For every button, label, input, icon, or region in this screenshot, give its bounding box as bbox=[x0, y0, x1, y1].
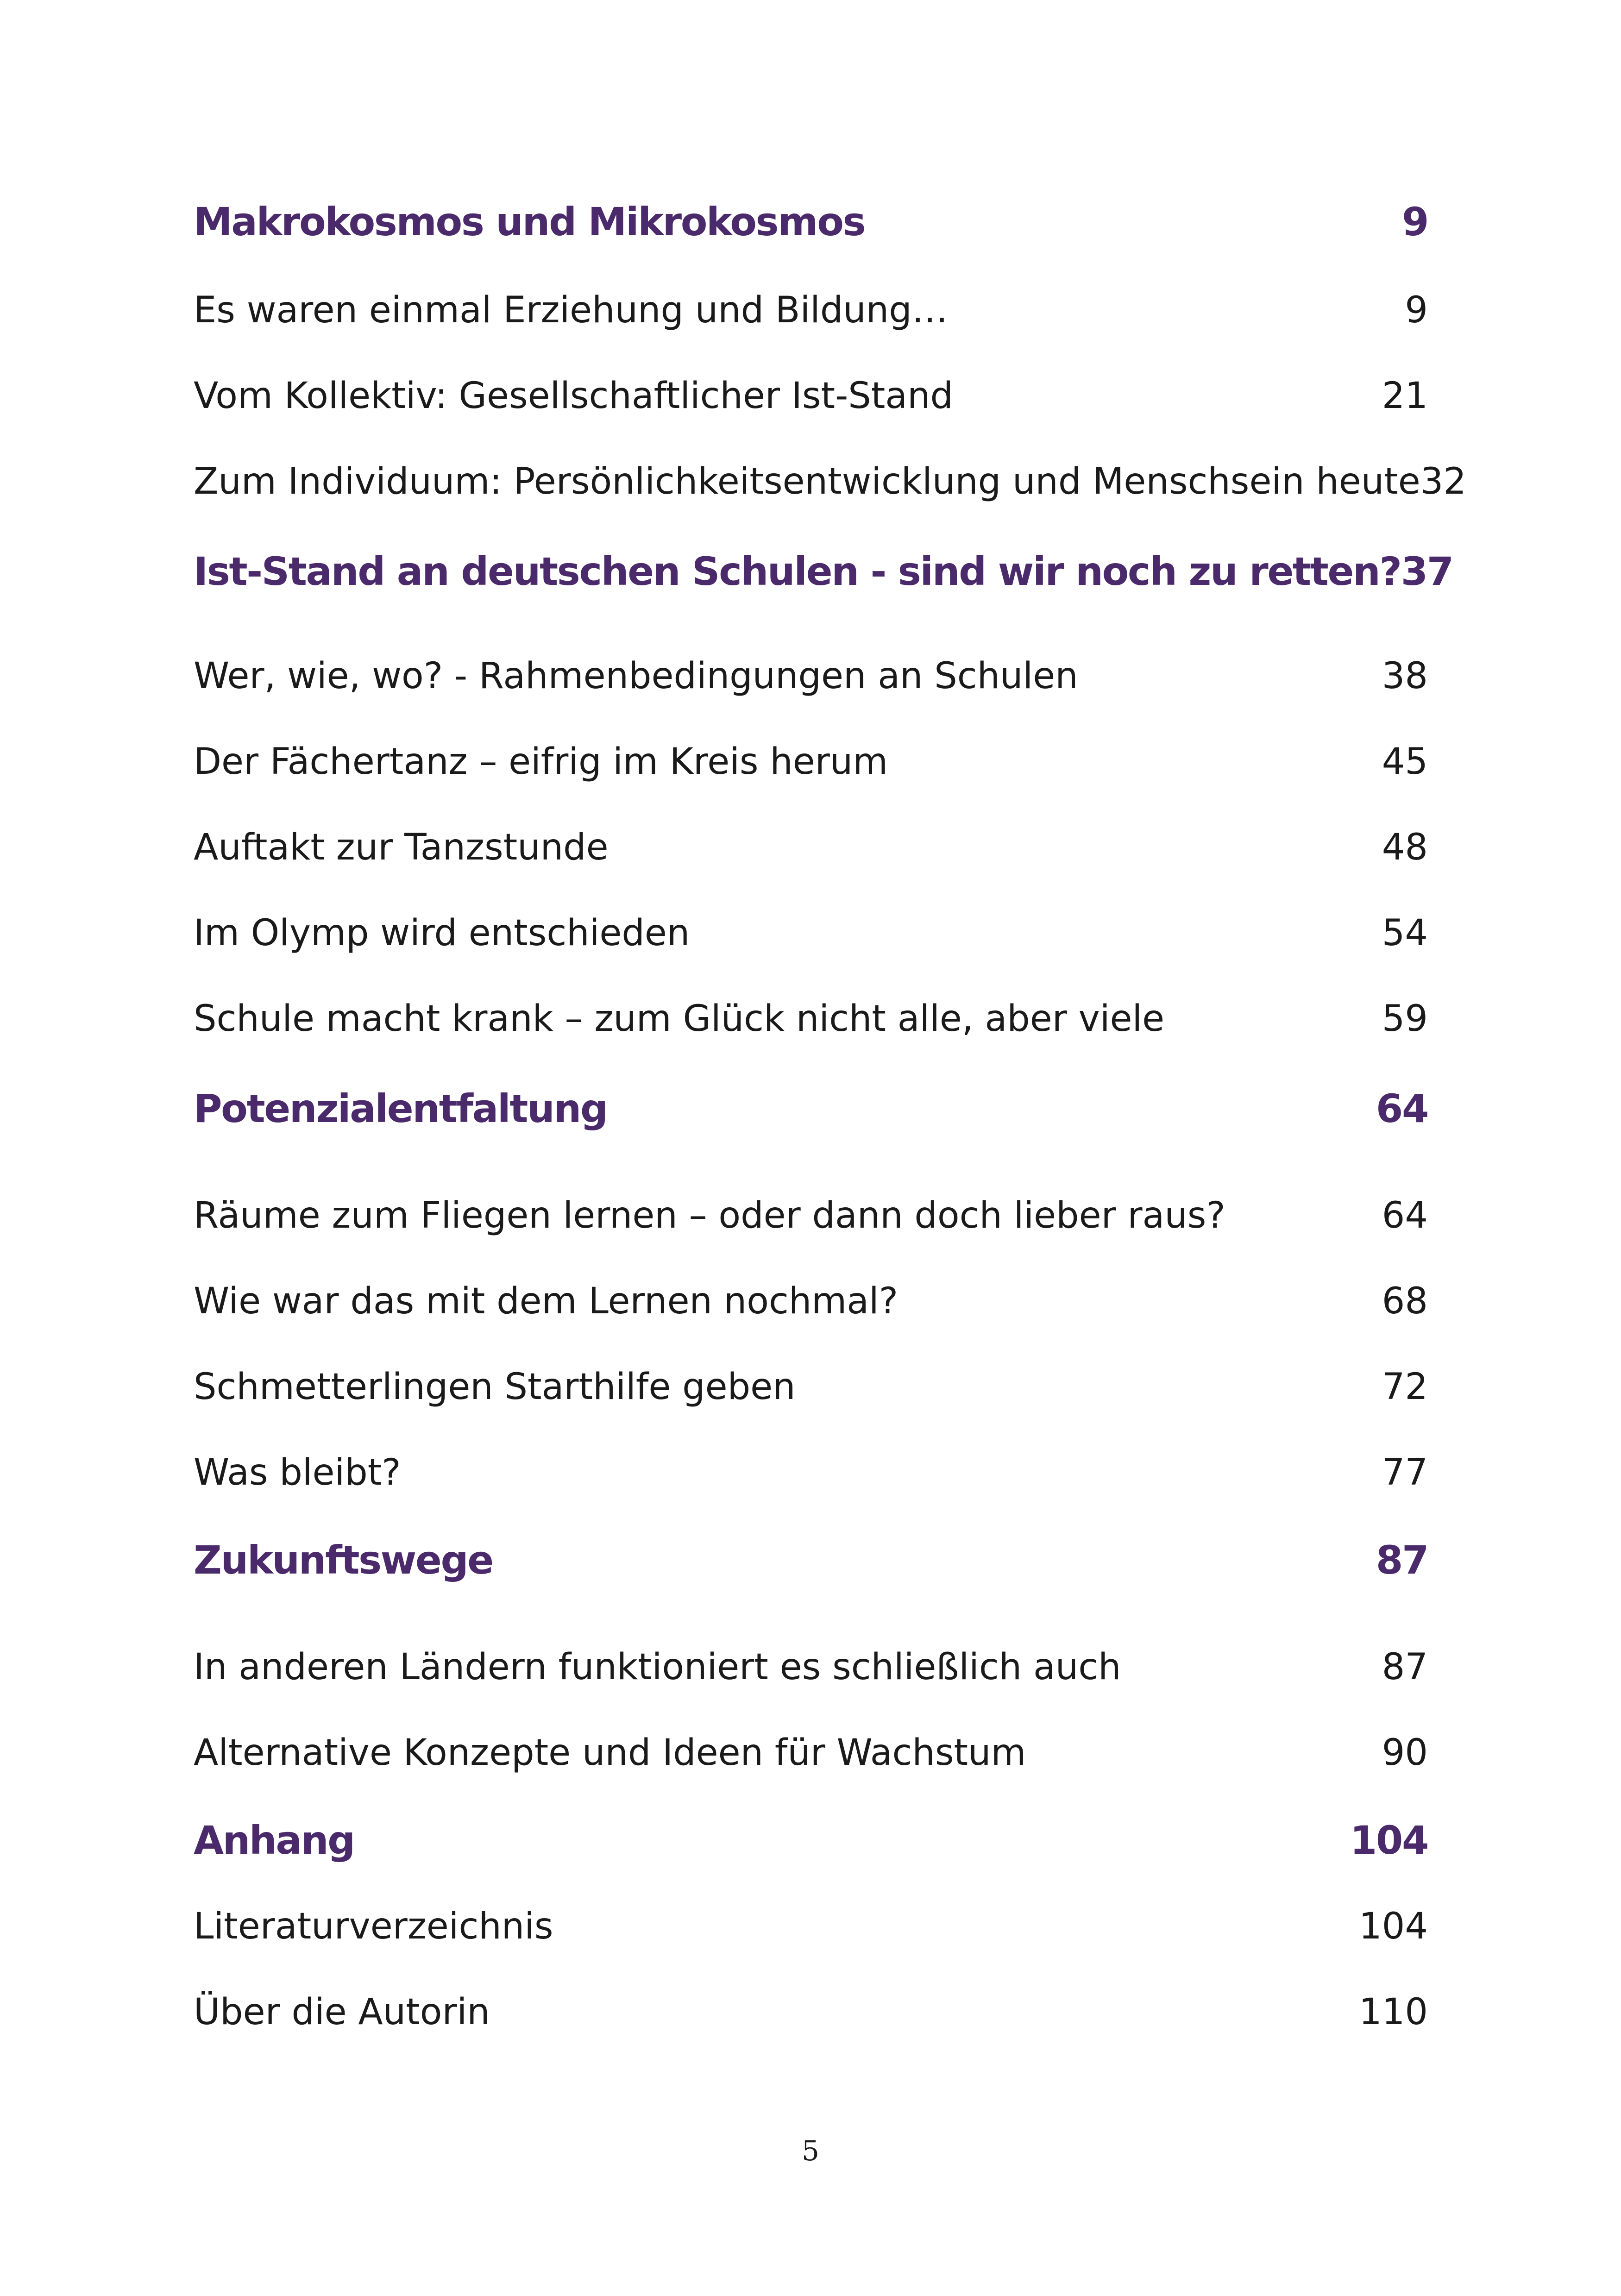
toc-section-entry[interactable] bbox=[194, 912, 1428, 954]
toc-chapter-heading[interactable] bbox=[194, 199, 1428, 245]
toc-section-entry[interactable] bbox=[194, 1452, 1428, 1493]
toc-page-number: 54 bbox=[1382, 912, 1428, 954]
toc-page-number: 64 bbox=[1376, 1086, 1428, 1131]
toc-page-number: 90 bbox=[1382, 1732, 1428, 1774]
toc-page-number: 87 bbox=[1382, 1646, 1428, 1688]
toc-page-number: 72 bbox=[1382, 1366, 1428, 1408]
toc-page-number: 110 bbox=[1359, 1991, 1428, 2033]
toc-section-entry[interactable] bbox=[194, 655, 1428, 697]
toc-page-number: 21 bbox=[1382, 375, 1428, 417]
toc-chapter-heading[interactable] bbox=[194, 1537, 1428, 1583]
toc-section-title: Schule macht krank – zum Glück nicht alle, aber viele bbox=[194, 998, 1165, 1040]
toc-section-title: Wie war das mit dem Lernen nochmal? bbox=[194, 1280, 898, 1322]
toc-page-number: 87 bbox=[1376, 1537, 1428, 1583]
toc-page-number: 104 bbox=[1350, 1818, 1428, 1863]
toc-section-entry[interactable] bbox=[194, 1366, 1428, 1408]
toc-section-entry[interactable] bbox=[194, 375, 1428, 417]
toc-chapter-title: Anhang bbox=[194, 1818, 354, 1863]
toc-page-number: 37 bbox=[1401, 549, 1453, 594]
toc-page-number: 32 bbox=[1420, 461, 1467, 502]
toc-chapter-heading[interactable] bbox=[194, 1086, 1428, 1131]
toc-chapter-heading[interactable] bbox=[194, 1818, 1428, 1863]
toc-page-number: 45 bbox=[1382, 741, 1428, 783]
toc-chapter-title: Ist-Stand an deutschen Schulen - sind wir noch zu retten? bbox=[194, 549, 1401, 594]
toc-section-entry[interactable] bbox=[194, 741, 1428, 783]
toc-section-entry[interactable] bbox=[194, 1195, 1428, 1236]
toc-page-number: 9 bbox=[1401, 199, 1428, 245]
table-of-contents bbox=[194, 0, 1467, 2296]
toc-page-number: 77 bbox=[1382, 1452, 1428, 1493]
toc-chapter-title: Potenzialentfaltung bbox=[194, 1086, 607, 1131]
toc-section-entry[interactable] bbox=[194, 1906, 1428, 1947]
toc-section-title: Vom Kollektiv: Gesellschaftlicher Ist-Stand bbox=[194, 375, 954, 417]
toc-section-title: Wer, wie, wo? - Rahmenbedingungen an Schulen bbox=[194, 655, 1078, 697]
toc-page-number: 9 bbox=[1405, 289, 1428, 331]
toc-section-title: In anderen Ländern funktioniert es schließlich auch bbox=[194, 1646, 1121, 1688]
toc-section-entry[interactable] bbox=[194, 827, 1428, 868]
toc-page-number: 48 bbox=[1382, 827, 1428, 868]
toc-page-number: 59 bbox=[1382, 998, 1428, 1040]
toc-section-title: Alternative Konzepte und Ideen für Wachstum bbox=[194, 1732, 1026, 1774]
toc-section-entry[interactable] bbox=[194, 1280, 1428, 1322]
toc-chapter-title: Makrokosmos und Mikrokosmos bbox=[194, 199, 865, 245]
toc-section-title: Es waren einmal Erziehung und Bildung… bbox=[194, 289, 948, 331]
toc-section-title: Was bleibt? bbox=[194, 1452, 401, 1493]
toc-page-number: 104 bbox=[1359, 1906, 1428, 1947]
toc-chapter-title: Zukunftswege bbox=[194, 1537, 493, 1583]
toc-section-entry[interactable] bbox=[194, 998, 1428, 1040]
toc-section-title: Räume zum Fliegen lernen – oder dann doch lieber raus? bbox=[194, 1195, 1225, 1236]
toc-chapter-heading[interactable] bbox=[194, 549, 1453, 594]
toc-section-entry[interactable] bbox=[194, 1646, 1428, 1688]
toc-section-title: Der Fächertanz – eifrig im Kreis herum bbox=[194, 741, 888, 783]
toc-section-title: Auftakt zur Tanzstunde bbox=[194, 827, 609, 868]
toc-page-number: 64 bbox=[1382, 1195, 1428, 1236]
page-number-footer: 5 bbox=[801, 2135, 820, 2167]
toc-section-title: Über die Autorin bbox=[194, 1991, 490, 2033]
toc-section-entry[interactable] bbox=[194, 289, 1428, 331]
toc-section-title: Schmetterlingen Starthilfe geben bbox=[194, 1366, 796, 1408]
toc-page-number: 38 bbox=[1382, 655, 1428, 697]
toc-page-number: 68 bbox=[1382, 1280, 1428, 1322]
toc-section-title: Im Olymp wird entschieden bbox=[194, 912, 690, 954]
toc-section-entry[interactable] bbox=[194, 1732, 1428, 1774]
toc-section-title: Literaturverzeichnis bbox=[194, 1906, 553, 1947]
toc-section-title: Zum Individuum: Persönlichkeitsentwicklung und Menschsein heute bbox=[194, 461, 1420, 502]
toc-section-entry[interactable] bbox=[194, 461, 1467, 502]
toc-section-entry[interactable] bbox=[194, 1991, 1428, 2033]
